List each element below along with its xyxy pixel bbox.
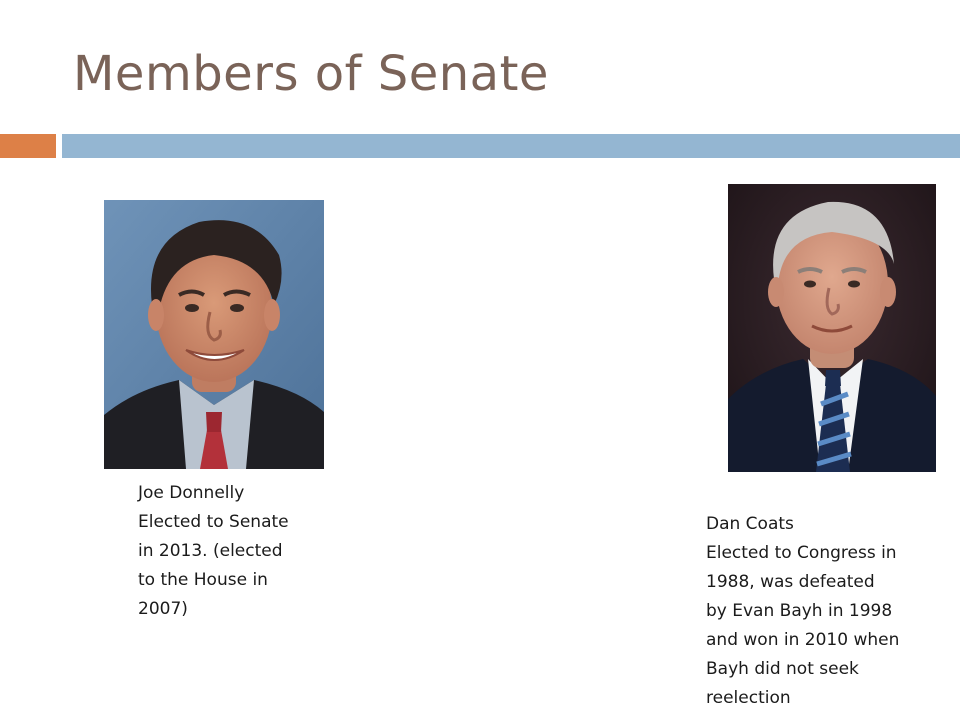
portrait-photo-dan-coats (728, 184, 936, 472)
accent-bar-blue (62, 134, 960, 158)
caption-line: reelection (706, 688, 791, 708)
caption-line: Bayh did not seek (706, 659, 859, 679)
caption-line: Dan Coats (706, 514, 794, 534)
caption-line: to the House in (138, 570, 268, 590)
caption-line: Elected to Senate (138, 512, 289, 532)
caption-line: Joe Donnelly (138, 483, 245, 503)
caption-line: by Evan Bayh in 1998 (706, 601, 893, 621)
accent-bar-orange (0, 134, 56, 158)
caption-line: in 2013. (elected (138, 541, 283, 561)
caption-line: and won in 2010 when (706, 630, 900, 650)
slide-title: Members of Senate (73, 46, 549, 102)
caption-joe-donnelly (138, 479, 289, 624)
caption-line: Elected to Congress in (706, 543, 897, 563)
caption-line: 1988, was defeated (706, 572, 875, 592)
caption-dan-coats (706, 510, 899, 713)
caption-line: 2007) (138, 599, 188, 619)
portrait-photo-joe-donnelly (104, 200, 324, 469)
